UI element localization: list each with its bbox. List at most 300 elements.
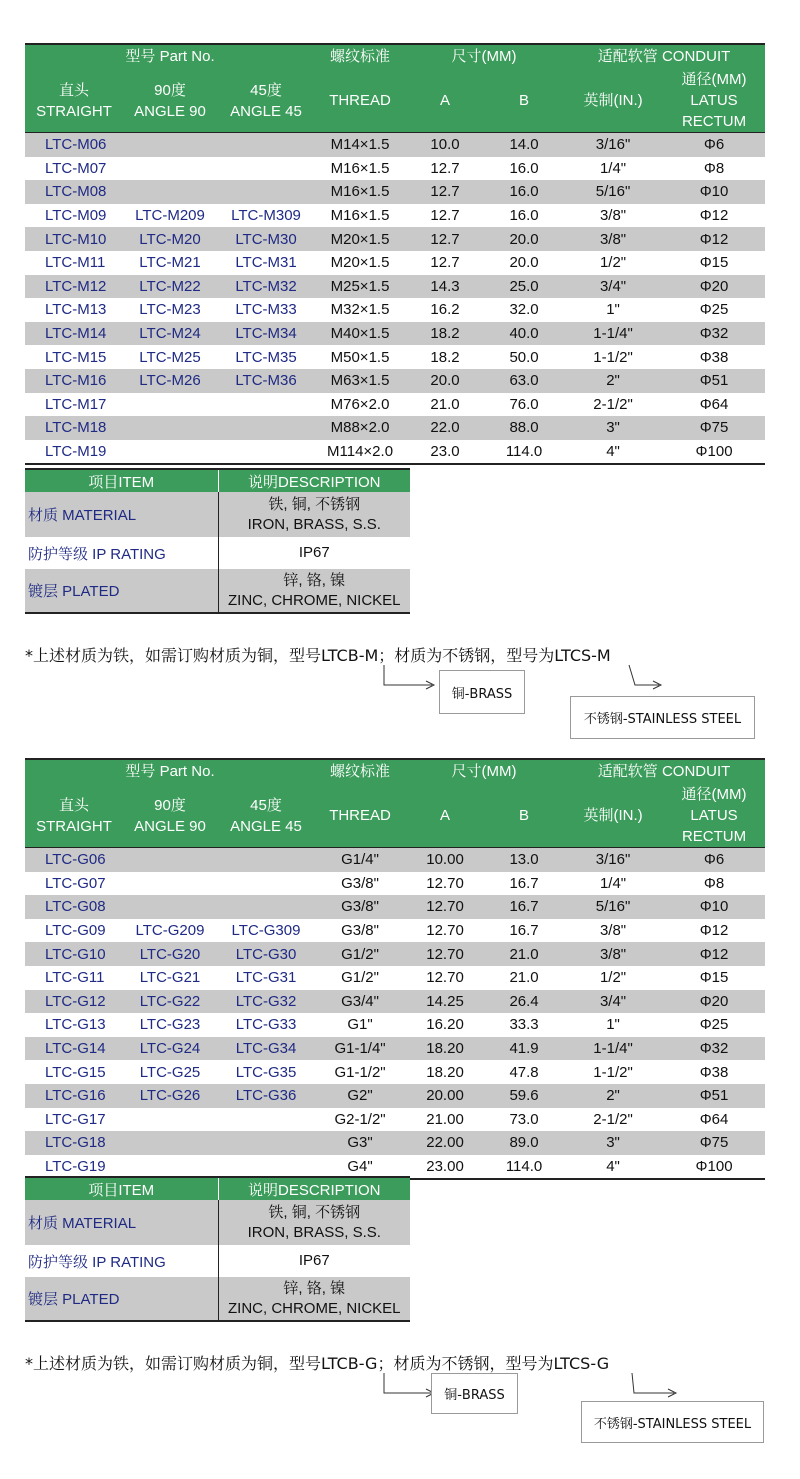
angle45-part-no: LTC-M309	[231, 207, 301, 225]
inch-cell: 4"	[563, 440, 663, 465]
angle45-part-no: LTC-G35	[235, 1063, 297, 1081]
latus-cell: Φ12	[699, 922, 729, 940]
straight-part-no: LTC-G12	[25, 990, 123, 1014]
thread-cell: M32×1.5	[330, 301, 390, 319]
angle90-part-no	[123, 133, 217, 157]
angle45-part-no: LTC-G31	[235, 969, 297, 987]
a-cell: 23.00	[405, 1155, 485, 1180]
inch-cell: 1/2"	[599, 254, 627, 272]
a-cell: 12.70	[426, 922, 464, 940]
angle45-part-no: LTC-G33	[235, 1016, 297, 1034]
b-cell: 21.0	[509, 969, 539, 987]
latus-cell: Φ38	[699, 348, 729, 366]
brass-box: 铜-BRASS	[439, 670, 525, 714]
straight-part-no: LTC-G15	[45, 1063, 106, 1081]
latus-cell: Φ20	[663, 990, 765, 1014]
straight-part-no: LTC-G17	[45, 1110, 106, 1128]
brass-arrow-icon	[380, 665, 440, 691]
inch-cell: 5/16"	[563, 895, 663, 919]
b-cell: 25.0	[485, 275, 563, 299]
inch-cell: 3/8"	[599, 922, 627, 940]
inch-cell: 3/8"	[563, 942, 663, 966]
b-cell: 50.0	[509, 348, 539, 366]
thread-cell: G3/8"	[315, 895, 405, 919]
table-row	[25, 1060, 765, 1084]
angle45-part-no: LTC-M33	[235, 301, 297, 319]
thread-cell: M20×1.5	[315, 227, 405, 251]
angle90-part-no: LTC-G22	[123, 990, 217, 1014]
latus-cell: Φ6	[663, 848, 765, 872]
latus-cell: Φ64	[699, 395, 729, 413]
b-cell: 21.0	[485, 942, 563, 966]
thread-en-header: THREAD	[315, 784, 405, 848]
thread-cell: M50×1.5	[330, 348, 390, 366]
a-cell: 12.7	[405, 227, 485, 251]
straight-part-no: LTC-M18	[25, 416, 123, 440]
thread-cell: M16×1.5	[330, 207, 390, 225]
a-header: A	[405, 784, 485, 848]
latus-cell: Φ15	[699, 969, 729, 987]
angle45-part-no	[217, 416, 315, 440]
b-header: B	[485, 69, 563, 133]
latus-cell: Φ32	[663, 322, 765, 346]
a-cell: 16.20	[426, 1016, 464, 1034]
angle45-part-no: LTC-G309	[231, 922, 301, 940]
a-cell: 22.00	[405, 1131, 485, 1155]
straight-header: 直头 STRAIGHT	[25, 784, 123, 848]
desc-col-header: 说明DESCRIPTION	[218, 469, 410, 492]
a-cell: 22.0	[405, 416, 485, 440]
table-row	[25, 251, 765, 275]
thread-cell: G3/4"	[315, 990, 405, 1014]
a-cell: 12.7	[405, 180, 485, 204]
b-cell: 16.7	[509, 922, 539, 940]
angle45-part-no: LTC-M35	[235, 348, 297, 366]
conduit-header: 适配软管 CONDUIT	[563, 759, 765, 784]
straight-part-no: LTC-M10	[25, 227, 123, 251]
straight-part-no: LTC-M19	[25, 440, 123, 465]
b-cell: 88.0	[485, 416, 563, 440]
angle90-part-no	[123, 1131, 217, 1155]
inch-cell: 3/16"	[563, 133, 663, 157]
table-row	[25, 872, 765, 896]
latus-cell: Φ51	[663, 369, 765, 393]
angle45-part-no	[217, 180, 315, 204]
a-cell: 18.2	[430, 348, 460, 366]
latus-cell: Φ8	[703, 874, 725, 892]
latus-cell: Φ32	[663, 1037, 765, 1061]
angle45-part-no	[217, 393, 315, 417]
b-cell: 14.0	[485, 133, 563, 157]
angle45-header: 45度 ANGLE 45	[217, 784, 315, 848]
inch-cell: 1-1/2"	[593, 348, 633, 366]
angle45-part-no	[217, 133, 315, 157]
inch-cell: 3/8"	[599, 207, 627, 225]
inch-cell: 2"	[563, 369, 663, 393]
b-cell: 20.0	[485, 227, 563, 251]
straight-part-no: LTC-G06	[25, 848, 123, 872]
angle90-part-no: LTC-M23	[139, 301, 201, 319]
inch-cell: 1-1/4"	[563, 322, 663, 346]
a-cell: 18.2	[405, 322, 485, 346]
inch-cell: 2"	[563, 1084, 663, 1108]
angle45-part-no: LTC-G32	[217, 990, 315, 1014]
table-row	[25, 1084, 765, 1108]
ip-rating-label: 防护等级 IP RATING	[25, 537, 218, 569]
table-row	[25, 369, 765, 393]
table-row	[25, 345, 765, 369]
straight-part-no: LTC-G07	[45, 874, 106, 892]
b-cell: 40.0	[485, 322, 563, 346]
angle90-part-no: LTC-G21	[139, 969, 201, 987]
order-note-metric: *上述材质为铁，如需订购材质为铜，型号LTCB-M；材质为不锈钢，型号为LTCS-M	[25, 646, 611, 665]
part-no-header: 型号 Part No.	[25, 44, 315, 69]
straight-part-no: LTC-G19	[25, 1155, 123, 1180]
inch-cell: 1/2"	[599, 969, 627, 987]
angle90-part-no	[123, 416, 217, 440]
latus-cell: Φ8	[703, 159, 725, 177]
table-row	[25, 1131, 765, 1155]
angle90-part-no	[123, 157, 217, 181]
a-cell: 18.20	[426, 1063, 464, 1081]
latus-cell: Φ20	[663, 275, 765, 299]
b-cell: 16.7	[509, 874, 539, 892]
angle45-part-no: LTC-G34	[217, 1037, 315, 1061]
b-cell: 73.0	[509, 1110, 539, 1128]
thread-cell: G1/2"	[341, 969, 379, 987]
angle90-part-no: LTC-M22	[123, 275, 217, 299]
b-cell: 33.3	[509, 1016, 539, 1034]
plated-value: 锌, 铬, 镍 ZINC, CHROME, NICKEL	[218, 569, 410, 613]
inch-cell: 1-1/4"	[563, 1037, 663, 1061]
table-row	[25, 966, 765, 990]
angle90-part-no: LTC-G24	[123, 1037, 217, 1061]
item-col-header: 项目ITEM	[25, 469, 218, 492]
straight-part-no: LTC-G08	[25, 895, 123, 919]
table-row	[25, 275, 765, 299]
b-cell: 41.9	[485, 1037, 563, 1061]
latus-cell: Φ10	[663, 895, 765, 919]
table-row	[25, 157, 765, 181]
straight-part-no: LTC-G14	[25, 1037, 123, 1061]
table-row	[25, 1108, 765, 1132]
a-cell: 16.2	[430, 301, 460, 319]
straight-part-no: LTC-G09	[45, 922, 106, 940]
size-header: 尺寸(MM)	[405, 759, 563, 784]
angle90-part-no: LTC-M209	[135, 207, 205, 225]
thread-cell: M76×2.0	[330, 395, 390, 413]
material-label: 材质 MATERIAL	[25, 492, 218, 537]
angle45-part-no: LTC-G36	[217, 1084, 315, 1108]
spec-table-pipe	[25, 758, 765, 1180]
latus-cell: Φ100	[663, 1155, 765, 1180]
straight-part-no: LTC-M07	[45, 159, 107, 177]
item-table-metric	[25, 468, 410, 614]
straight-part-no: LTC-M16	[25, 369, 123, 393]
table-row	[25, 942, 765, 966]
angle90-part-no: LTC-G209	[135, 922, 205, 940]
thread-cell: M63×1.5	[315, 369, 405, 393]
thread-cell: M114×2.0	[315, 440, 405, 465]
a-cell: 10.00	[405, 848, 485, 872]
table-row	[25, 416, 765, 440]
angle45-part-no	[217, 157, 315, 181]
latus-cell: Φ75	[663, 1131, 765, 1155]
a-cell: 12.70	[426, 874, 464, 892]
a-header: A	[405, 69, 485, 133]
angle45-part-no	[217, 895, 315, 919]
angle90-part-no	[123, 872, 217, 896]
order-note-pipe: *上述材质为铁，如需订购材质为铜，型号LTCB-G；材质为不锈钢，型号为LTCS-G	[25, 1354, 610, 1373]
angle90-part-no	[123, 895, 217, 919]
angle90-header: 90度 ANGLE 90	[123, 784, 217, 848]
stainless-arrow-icon	[625, 665, 665, 691]
a-cell: 10.0	[405, 133, 485, 157]
straight-part-no: LTC-G11	[45, 969, 105, 987]
ip-rating-label: 防护等级 IP RATING	[25, 1245, 218, 1277]
latus-cell: Φ12	[663, 227, 765, 251]
straight-part-no: LTC-M12	[25, 275, 123, 299]
straight-part-no: LTC-G10	[25, 942, 123, 966]
thread-cell: G1"	[347, 1016, 373, 1034]
latus-cell: Φ6	[663, 133, 765, 157]
inch-cell: 3/8"	[563, 227, 663, 251]
angle90-part-no: LTC-M24	[123, 322, 217, 346]
item-col-header: 项目ITEM	[25, 1177, 218, 1200]
angle90-part-no	[123, 440, 217, 465]
angle90-part-no: LTC-G20	[123, 942, 217, 966]
table-row	[25, 919, 765, 943]
b-cell: 16.0	[509, 207, 539, 225]
a-cell: 12.70	[405, 895, 485, 919]
inch-header: 英制(IN.)	[563, 69, 663, 133]
inch-cell: 4"	[563, 1155, 663, 1180]
material-label: 材质 MATERIAL	[25, 1200, 218, 1245]
latus-cell: Φ51	[663, 1084, 765, 1108]
thread-cell: G4"	[315, 1155, 405, 1180]
stainless-box: 不锈钢-STAINLESS STEEL	[581, 1401, 764, 1443]
inch-cell: 1/4"	[599, 874, 627, 892]
a-cell: 14.25	[405, 990, 485, 1014]
ip-rating-value: IP67	[298, 1252, 330, 1269]
inch-cell: 3/4"	[563, 990, 663, 1014]
angle90-part-no: LTC-M20	[123, 227, 217, 251]
straight-header: 直头 STRAIGHT	[25, 69, 123, 133]
latus-cell: Φ25	[699, 301, 729, 319]
inch-header: 英制(IN.)	[563, 784, 663, 848]
angle45-part-no: LTC-M32	[217, 275, 315, 299]
straight-part-no: LTC-G16	[25, 1084, 123, 1108]
inch-cell: 1-1/2"	[593, 1063, 633, 1081]
a-cell: 21.0	[430, 395, 460, 413]
latus-header: 通径(MM) LATUS RECTUM	[663, 784, 765, 848]
latus-cell: Φ38	[699, 1063, 729, 1081]
angle45-part-no: LTC-G30	[217, 942, 315, 966]
b-cell: 26.4	[485, 990, 563, 1014]
thread-cell: G3/8"	[341, 874, 379, 892]
thread-cell: M14×1.5	[315, 133, 405, 157]
angle90-part-no	[123, 393, 217, 417]
b-cell: 63.0	[485, 369, 563, 393]
b-cell: 59.6	[485, 1084, 563, 1108]
thread-cell: G1/4"	[315, 848, 405, 872]
inch-cell: 3"	[563, 1131, 663, 1155]
thread-cn-header: 螺纹标准	[315, 44, 405, 69]
a-cell: 20.0	[405, 369, 485, 393]
angle45-part-no: LTC-M30	[217, 227, 315, 251]
table-row	[25, 1013, 765, 1037]
angle90-part-no: LTC-M26	[123, 369, 217, 393]
thread-cell: M16×1.5	[315, 180, 405, 204]
angle90-part-no	[123, 1108, 217, 1132]
angle45-part-no: LTC-M34	[217, 322, 315, 346]
a-cell: 12.7	[430, 207, 460, 225]
thread-cell: G1-1/4"	[315, 1037, 405, 1061]
straight-part-no: LTC-M09	[45, 207, 107, 225]
inch-cell: 3/16"	[563, 848, 663, 872]
straight-part-no: LTC-M14	[25, 322, 123, 346]
thread-cell: M40×1.5	[315, 322, 405, 346]
plated-label: 镀层 PLATED	[25, 569, 218, 613]
thread-cell: M20×1.5	[330, 254, 390, 272]
inch-cell: 1/4"	[599, 159, 627, 177]
b-cell: 16.0	[485, 180, 563, 204]
b-cell: 114.0	[485, 1155, 563, 1180]
b-cell: 32.0	[509, 301, 539, 319]
latus-cell: Φ15	[699, 254, 729, 272]
latus-cell: Φ10	[663, 180, 765, 204]
table-row	[25, 227, 765, 251]
angle90-part-no: LTC-G26	[123, 1084, 217, 1108]
angle90-part-no	[123, 180, 217, 204]
angle90-part-no: LTC-G23	[139, 1016, 201, 1034]
b-cell: 114.0	[485, 440, 563, 465]
b-cell: 16.7	[485, 895, 563, 919]
material-value: 铁, 铜, 不锈钢 IRON, BRASS, S.S.	[218, 492, 410, 537]
table-row	[25, 133, 765, 157]
straight-part-no: LTC-M13	[45, 301, 107, 319]
angle45-part-no	[217, 848, 315, 872]
table-row	[25, 298, 765, 322]
thread-cell: G2-1/2"	[334, 1110, 386, 1128]
straight-part-no: LTC-M15	[45, 348, 107, 366]
angle45-header: 45度 ANGLE 45	[217, 69, 315, 133]
latus-cell: Φ64	[699, 1110, 729, 1128]
angle90-part-no	[123, 848, 217, 872]
b-header: B	[485, 784, 563, 848]
angle90-part-no: LTC-M25	[139, 348, 201, 366]
inch-cell: 3/4"	[563, 275, 663, 299]
angle45-part-no: LTC-M36	[217, 369, 315, 393]
table-row	[25, 895, 765, 919]
inch-cell: 1"	[606, 1016, 620, 1034]
a-cell: 12.7	[430, 159, 460, 177]
thread-cell: G1/2"	[315, 942, 405, 966]
latus-cell: Φ25	[699, 1016, 729, 1034]
latus-header: 通径(MM) LATUS RECTUM	[663, 69, 765, 133]
angle90-header: 90度 ANGLE 90	[123, 69, 217, 133]
thread-cell: G2"	[315, 1084, 405, 1108]
a-cell: 12.70	[426, 969, 464, 987]
a-cell: 21.00	[426, 1110, 464, 1128]
inch-cell: 1"	[606, 301, 620, 319]
straight-part-no: LTC-G13	[45, 1016, 106, 1034]
stainless-box: 不锈钢-STAINLESS STEEL	[570, 696, 755, 739]
b-cell: 47.8	[509, 1063, 539, 1081]
a-cell: 14.3	[405, 275, 485, 299]
straight-part-no: LTC-M08	[25, 180, 123, 204]
table-row	[25, 393, 765, 417]
straight-part-no: LTC-M06	[25, 133, 123, 157]
straight-part-no: LTC-M17	[45, 395, 107, 413]
ip-rating-value: IP67	[298, 544, 330, 561]
angle45-part-no	[217, 872, 315, 896]
inch-cell: 2-1/2"	[593, 395, 633, 413]
b-cell: 16.0	[509, 159, 539, 177]
thread-en-header: THREAD	[315, 69, 405, 133]
desc-col-header: 说明DESCRIPTION	[218, 1177, 410, 1200]
angle90-part-no: LTC-G25	[139, 1063, 201, 1081]
plated-label: 镀层 PLATED	[25, 1277, 218, 1321]
angle45-part-no	[217, 1131, 315, 1155]
thread-cell: M88×2.0	[315, 416, 405, 440]
thread-cell: G3"	[315, 1131, 405, 1155]
material-value: 铁, 铜, 不锈钢 IRON, BRASS, S.S.	[218, 1200, 410, 1245]
inch-cell: 3"	[563, 416, 663, 440]
thread-cell: G3/8"	[341, 922, 379, 940]
b-cell: 13.0	[485, 848, 563, 872]
table-row	[25, 990, 765, 1014]
a-cell: 18.20	[405, 1037, 485, 1061]
angle45-part-no: LTC-M31	[235, 254, 297, 272]
table-row	[25, 204, 765, 228]
b-cell: 76.0	[509, 395, 539, 413]
latus-cell: Φ12	[663, 942, 765, 966]
a-cell: 20.00	[405, 1084, 485, 1108]
table-row	[25, 848, 765, 872]
b-cell: 20.0	[509, 254, 539, 272]
size-header: 尺寸(MM)	[405, 44, 563, 69]
brass-box: 铜-BRASS	[431, 1373, 518, 1414]
item-table-pipe	[25, 1176, 410, 1322]
a-cell: 12.70	[405, 942, 485, 966]
table-row	[25, 322, 765, 346]
table-row	[25, 440, 765, 465]
spec-table-metric	[25, 43, 765, 465]
latus-cell: Φ12	[699, 207, 729, 225]
latus-cell: Φ75	[663, 416, 765, 440]
straight-part-no: LTC-G18	[25, 1131, 123, 1155]
angle90-part-no: LTC-M21	[139, 254, 201, 272]
a-cell: 23.0	[405, 440, 485, 465]
inch-cell: 2-1/2"	[593, 1110, 633, 1128]
a-cell: 12.7	[430, 254, 460, 272]
part-no-header: 型号 Part No.	[25, 759, 315, 784]
angle45-part-no	[217, 1108, 315, 1132]
thread-cell: M16×1.5	[330, 159, 390, 177]
latus-cell: Φ100	[663, 440, 765, 465]
b-cell: 89.0	[485, 1131, 563, 1155]
straight-part-no: LTC-M11	[45, 254, 106, 272]
conduit-header: 适配软管 CONDUIT	[563, 44, 765, 69]
stainless-arrow-icon	[628, 1373, 683, 1399]
thread-cell: M25×1.5	[315, 275, 405, 299]
table-row	[25, 1037, 765, 1061]
plated-value: 锌, 铬, 镍 ZINC, CHROME, NICKEL	[218, 1277, 410, 1321]
table-row	[25, 180, 765, 204]
angle45-part-no	[217, 440, 315, 465]
thread-cell: G1-1/2"	[334, 1063, 386, 1081]
